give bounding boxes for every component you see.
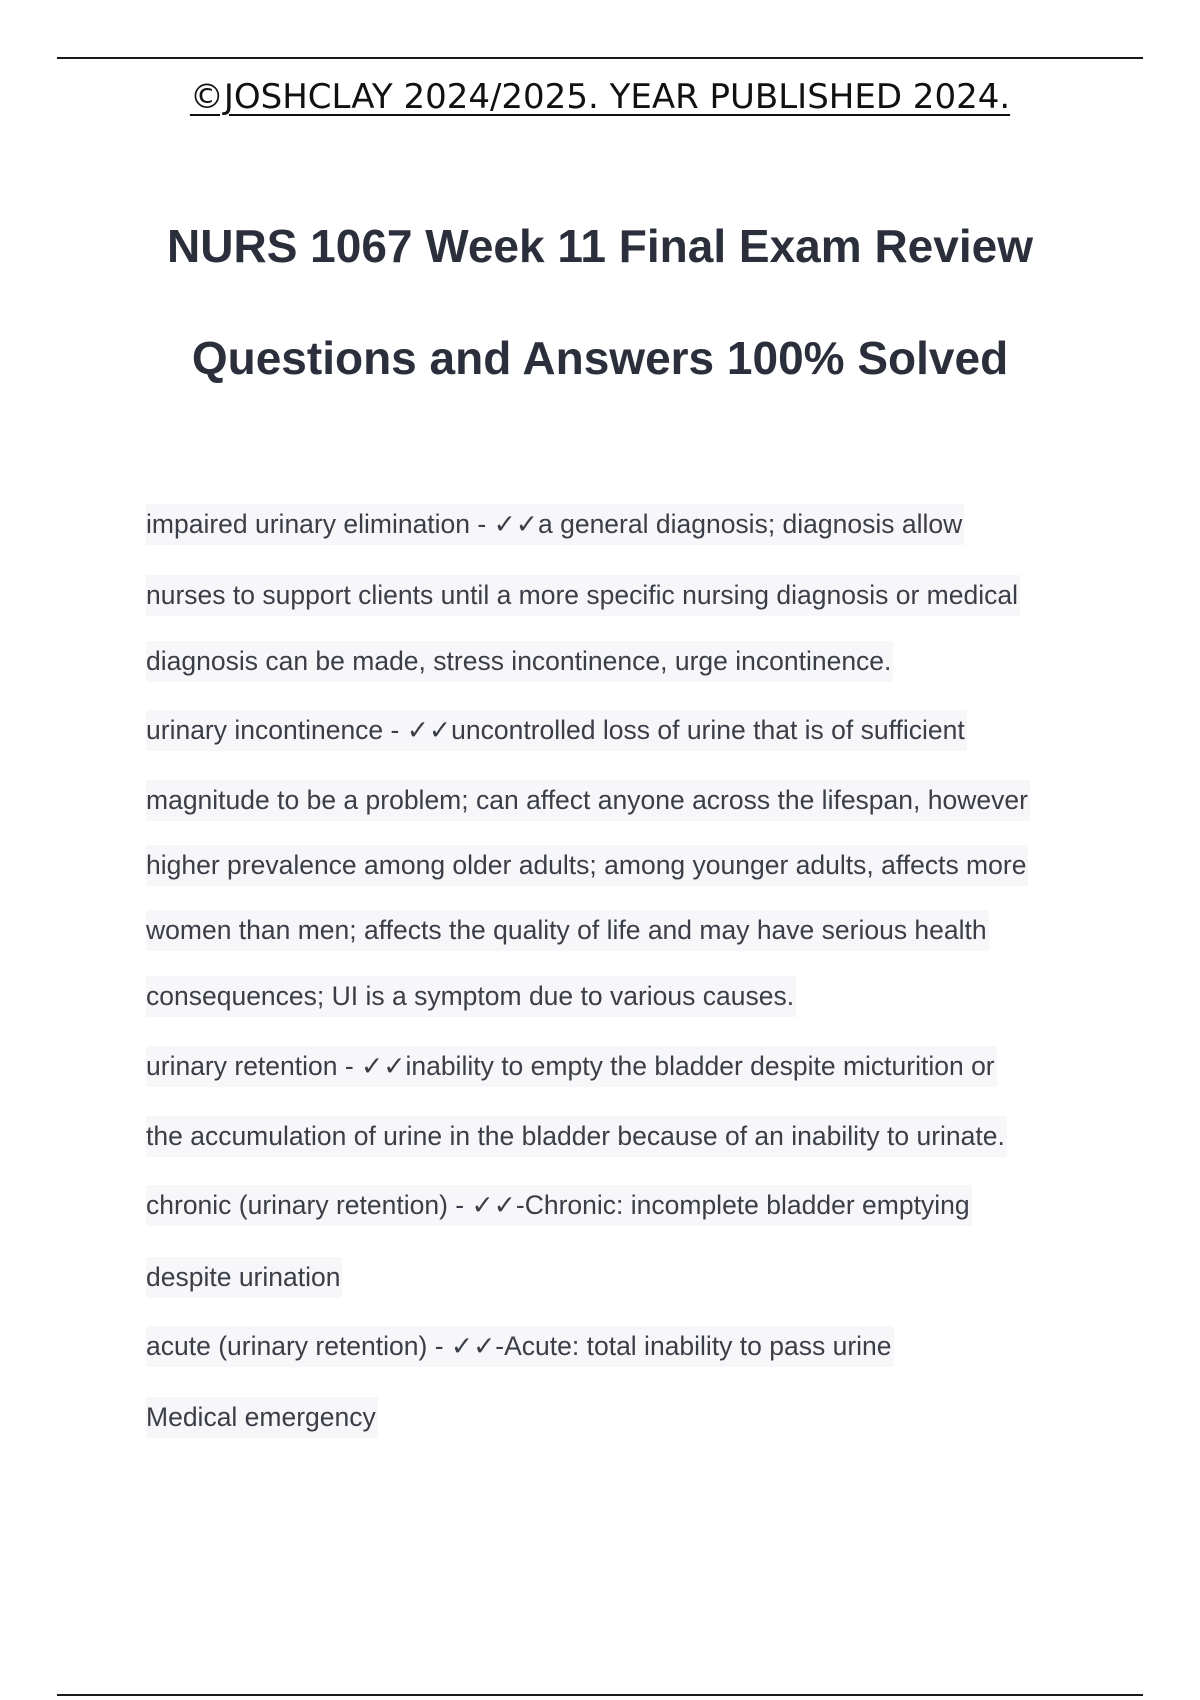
qa-line: chronic (urinary retention) - ✓✓-Chronic: incomplete bladder emptying	[146, 1185, 972, 1226]
qa-line: nurses to support clients until a more specific nursing diagnosis or medical	[146, 575, 1020, 616]
qa-line: acute (urinary retention) - ✓✓-Acute: total inability to pass urine	[146, 1326, 894, 1367]
qa-line: consequences; UI is a symptom due to various causes.	[146, 976, 796, 1017]
title-line-2: Questions and Answers 100% Solved	[191, 332, 1009, 384]
header-rule	[57, 57, 1143, 59]
qa-line: despite urination	[146, 1257, 342, 1298]
qa-line: higher prevalence among older adults; among younger adults, affects more	[146, 845, 1028, 886]
qa-line: urinary incontinence - ✓✓uncontrolled loss of urine that is of sufficient	[146, 710, 967, 751]
copyright-text: ©JOSHCLAY 2024/2025. YEAR PUBLISHED 2024.	[189, 77, 1011, 117]
qa-line: diagnosis can be made, stress incontinence, urge incontinence.	[146, 641, 893, 682]
qa-line: impaired urinary elimination - ✓✓a general diagnosis; diagnosis allow	[146, 504, 964, 545]
qa-line: the accumulation of urine in the bladder because of an inability to urinate.	[146, 1116, 1007, 1157]
page-title	[0, 216, 1200, 440]
qa-line: women than men; affects the quality of life and may have serious health	[146, 910, 989, 951]
qa-line: Medical emergency	[146, 1397, 378, 1438]
qa-line: magnitude to be a problem; can affect anyone across the lifespan, however	[146, 780, 1030, 821]
copyright-notice	[0, 76, 1200, 119]
title-line-1: NURS 1067 Week 11 Final Exam Review	[167, 220, 1033, 272]
footer-rule	[57, 1694, 1143, 1696]
qa-line: urinary retention - ✓✓inability to empty the bladder despite micturition or	[146, 1046, 997, 1087]
